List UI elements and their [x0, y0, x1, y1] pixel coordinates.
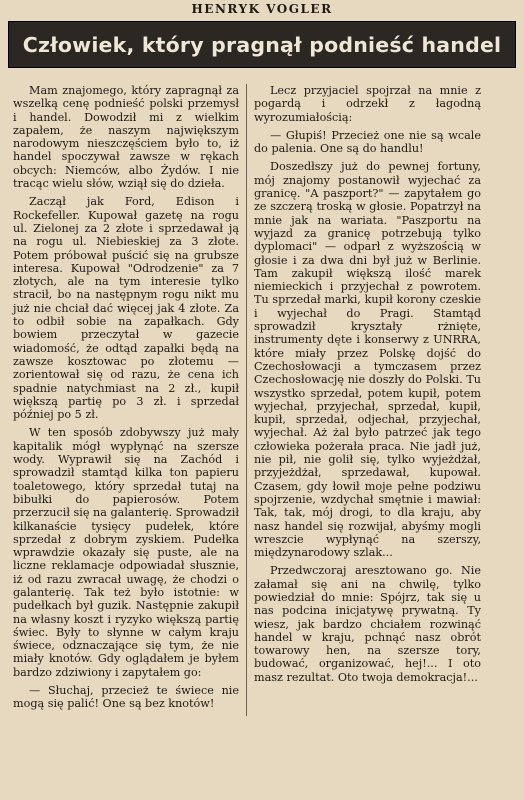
paragraph: — Słuchaj, przecież te świece nie mogą się palić! One są bez knotów! — [13, 684, 239, 711]
paragraph: Przedwczoraj aresztowano go. Nie załamał się ani na chwilę, tylko powiedział do mnie: Spójrz, tak się u nas podcina inicjatywę prywatną. Ty wiesz, jak bardzo chciałem rozwinąć handel w kraju, pchnąć nasz obrót towarowy hen, na szersze tory, budować, organizować, hej!... I oto masz rezultat. Oto twoja demokracja!... — [254, 564, 481, 684]
article-body — [6, 84, 518, 716]
right-column — [247, 84, 488, 716]
left-column — [6, 84, 247, 716]
paragraph: Lecz przyjaciel spojrzał na mnie z pogardą i odrzekł z łagodną wyrozumiałością: — [254, 84, 481, 124]
paragraph: Zaczął jak Ford, Edison i Rockefeller. Kupował gazetę na rogu ul. Zielonej za 2 złote i sprzedawał ją na rogu ul. Niebieskiej za 3 złote. Potem próbował puścić się na grubsze interesa. Kupował "Odrodzenie" za 7 złotych, ale na tym interesie tylko stracił, bo na następnym rogu nikt mu już nie chciał dać więcej jak 4 złote. Za to odbił sobie na zapałkach. Gdy bowiem przeczytał w gazecie wiadomość, że odtąd zapałki będą na zawsze kosztowac po złotemu — zorientował się od razu, że cena ich spadnie natychmiast na 2 zł., kupił większą partię po 3 zł. i sprzedał później po 5 zł. — [13, 195, 239, 422]
paragraph: — Głupiś! Przecież one nie są wcale do palenia. One są do handlu! — [254, 128, 481, 156]
paragraph: Mam znajomego, który zapragnął za wszelką cenę podnieść polski przemysł i handel. Dowodził mi z wielkim zapałem, że naszym największym narodowym nieszczęściem było to, iż handel spoczywał zawsze w rękach obcych: Niemców, albo Żydów. I nie tracąc wielu słów, wziął się do dzieła. — [13, 84, 239, 191]
author-byline: HENRYK VOGLER — [191, 2, 333, 16]
article-title: Człowiek, który pragnął podnieść handel — [22, 32, 502, 57]
title-banner — [8, 21, 516, 68]
paragraph: Doszedłszy już do pewnej fortuny, mój znajomy postanowił wyjechać za granicę. "A paszport?" — zapytałem go ze szczerą troską w głosie. Popatrzył na mnie jak na wariata. "Paszportu na wyjazd za granicę potrzebują tylko dyplomaci" — odparł z wyższością w głosie i za dwa dni był już w Berlinie. Tam zakupił większą ilość marek niemieckich i przyjechał z powrotem. Tu sprzedał marki, kupił korony czeskie i wyjechał do Pragi. Stamtąd sprowadził kryształy rżnięte, instrumenty dęte i konserwy z UNRRA, które miały przez Polskę dojść do Czechosłowacji a tymczasem przez Czechosłowację nie doszły do Polski. Tu wszystko sprzedał, potem kupił, potem wyjechał, przyjechał, sprzedał, kupił, kupił, sprzedał, odjechał, przyjechał, wyjechał. Aż żal było patrzeć jak tego człowieka pożerała praca. Nie jadł już, nie pił, nie golił się, tylko wyjeżdżał, przyjeżdżał, sprzedawał, kupował. Czasem, gdy łowił moje pełne podziwu spojrzenie, wzdychał smętnie i mawiał: Tak, tak, mój drogi, to dla kraju, aby nasz handel się rozwijał, abyśmy mogli wreszcie wypłynąć na szerszy, międzynarodowy szlak... — [254, 160, 481, 560]
paragraph: W ten sposób zdobywszy już mały kapitalik mógł wypłynąć na szersze wody. Wyprawił się na Zachód i sprowadził stamtąd kilka ton papieru toaletowego, który sprzedał tutaj na bibułki do papierosów. Potem przerzucił się na galanterię. Sprowadził kilkanaście tysięcy pudełek, które sprzedał z dobrym zyskiem. Pudełka wprawdzie okazały się puste, ale na liczne reklamacje odpowiadał słusznie, iż od razu zwracał uwagę, że chodzi o galanterię. Tak też było istotnie: w pudełkach był guzik. Następnie zakupił na własny koszt i ryzyko większą partię świec. Były to słynne w całym kraju świece, odznaczające się tym, że nie miały knotów. Gdy oglądałem je byłem bardzo zdziwiony i zapytałem go: — [13, 426, 239, 679]
